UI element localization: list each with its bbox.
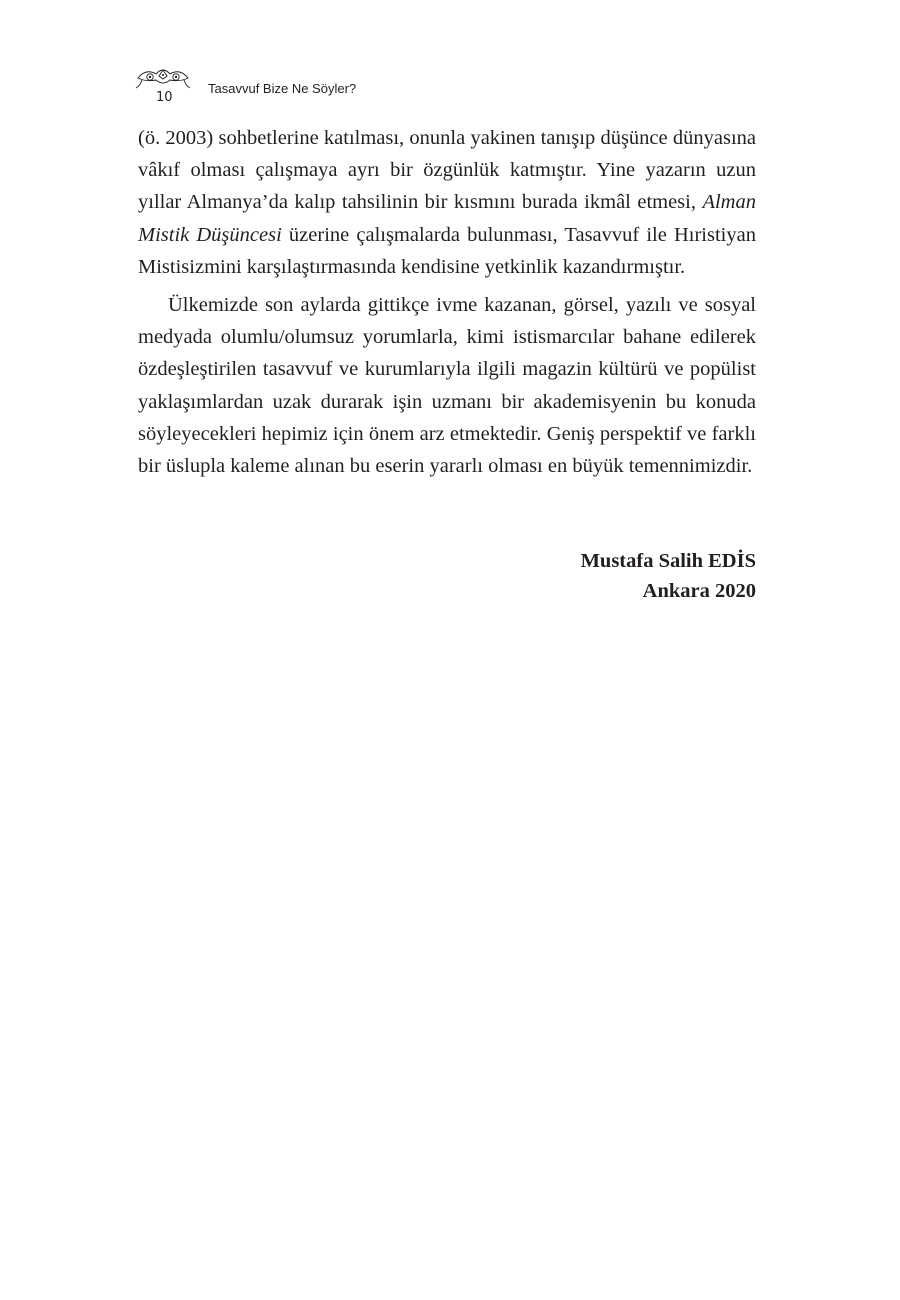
signature-block [581, 546, 756, 606]
page-number: 10 [156, 90, 173, 105]
place-date: Ankara 2020 [642, 580, 756, 602]
paragraph-1 [138, 122, 756, 283]
author-name: Mustafa Salih EDİS [580, 550, 756, 572]
paragraph-2: Ülkemizde son aylarda gittikçe ivme kazanan, görsel, yazılı ve sosyal medyada olumlu/olumsuz yorumlarla, kimi istismarcılar bahane edilerek özdeşleştirilen tasavvuf ve kurumlarıyla ilgili magazin kültürü ve popülist yaklaşımlardan uzak durarak işin uzmanı bir akademisyenin bu konuda söyleyecekleri hepimiz için önem arz etmektedir. Geniş perspektif ve farklı bir üslupla kaleme alınan bu eserin yararlı olması en büyük temennimizdir. [138, 294, 756, 478]
body-text [138, 122, 756, 482]
paragraph-1-end: üzerine çalışmalarda bulunması, Tasavvuf ile Hıristiyan Mistisizmini karşılaştırmasında kendisine yetkinlik kazandırmıştır. [138, 223, 756, 278]
running-title: Tasavvuf Bize Ne Söyler? [208, 81, 357, 96]
page-header [132, 66, 532, 110]
book-title-italic: Alman Mistik Düşüncesi [138, 191, 756, 246]
paragraph-1-start: (ö. 2003) sohbetlerine katılması, onunla yakinen tanışıp düşünce dünyasına vâkıf olması çalışmaya ayrı bir özgünlük katmıştır. Yine yazarın uzun yıllar Almanya’da kalıp tahsilinin bir kısmını burada ikmâl etmesi, [138, 127, 756, 214]
